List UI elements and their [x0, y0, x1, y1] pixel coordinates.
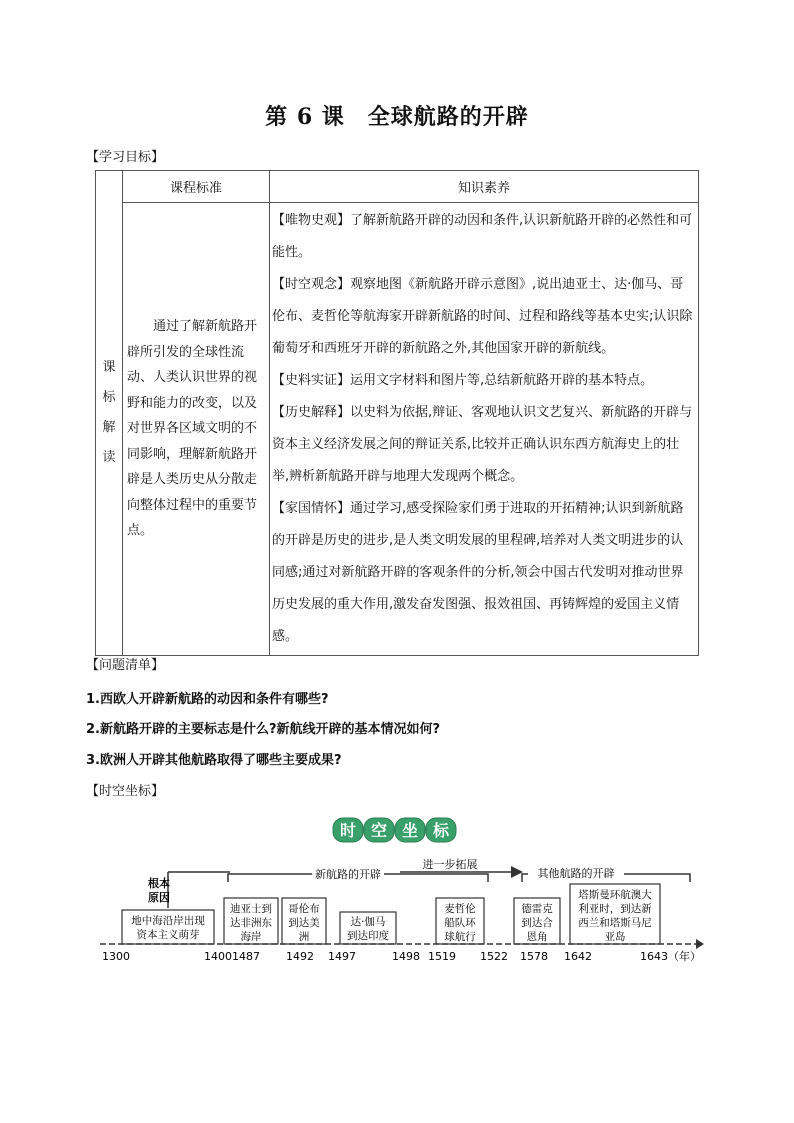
event-box: [282, 898, 326, 944]
year-label: 1498: [392, 950, 420, 963]
svg-text:船队环: 船队环: [444, 917, 476, 929]
literacy-item: 【历史解释】以史料为依据,辩证、客观地认识文艺复兴、新航路的开辟与资本主义经济发展之间的辩证关系,比较并正确认识东西方航海史上的壮举,辨析新航路开辟与地理大发现两个概念。: [272, 405, 693, 484]
page-title: 第 6 课 全球航路的开辟: [265, 104, 529, 130]
svg-text:地中海沿岸出现: 地中海沿岸出现: [131, 915, 205, 927]
svg-text:球航行: 球航行: [444, 931, 476, 943]
svg-text:亚岛: 亚岛: [604, 931, 626, 943]
event-box: [122, 910, 214, 944]
event-box: [340, 912, 396, 944]
year-label: 1492: [286, 950, 314, 963]
further-expansion-arrow: [400, 857, 520, 872]
svg-text:迪亚士到: 迪亚士到: [230, 903, 272, 915]
svg-text:西兰和塔斯马尼: 西兰和塔斯马尼: [578, 917, 652, 929]
question-item: 2.新航路开辟的主要标志是什么?新航线开辟的基本情况如何?: [86, 722, 441, 737]
svg-text:到达印度: 到达印度: [347, 930, 389, 942]
bracket-other-routes-label: 其他航路的开辟: [537, 867, 615, 880]
banner-char: 坐: [401, 821, 419, 840]
svg-text:塔斯曼环航澳大: 塔斯曼环航澳大: [578, 889, 652, 901]
literacy-item: 【家国情怀】通过学习,感受探险家们勇于进取的开拓精神;认识到新航路的开辟是历史的进步,是人类文明发展的里程碑,培养对人类文明进步的认同感;通过对新航路开辟的客观条件的分析,领会中国古代发明对推动世界历史发展的重大作用,激发奋发图强、报效祖国、再铸辉煌的爱国主义情感。: [272, 501, 684, 644]
banner-char: 时: [339, 821, 357, 840]
event-box: [436, 898, 484, 944]
learning-goals-table: [95, 170, 699, 656]
bracket-new-routes-label: 新航路的开辟: [315, 868, 381, 881]
side-label: [96, 171, 123, 656]
bracket-other-routes: [522, 865, 690, 882]
year-label: 14001487: [204, 950, 260, 963]
year-label: 1643（年）: [640, 950, 701, 963]
timeline-figure: [100, 802, 704, 968]
year-label: 1522: [480, 950, 508, 963]
side-label-char: 标: [102, 390, 116, 405]
event-box: [224, 898, 278, 944]
svg-text:哥伦布: 哥伦布: [288, 903, 320, 915]
section-heading-questions: 【问题清单】: [86, 658, 165, 673]
year-label: 1578: [520, 950, 548, 963]
further-expansion-label: 进一步拓展: [422, 858, 478, 871]
svg-text:到达美: 到达美: [288, 917, 320, 929]
svg-text:达·伽马: 达·伽马: [350, 916, 386, 928]
year-label: 1519: [428, 950, 456, 963]
svg-text:洲: 洲: [298, 931, 310, 943]
side-label-char: 解: [102, 420, 116, 435]
root-cause-connector: [148, 872, 230, 908]
year-label: 1642: [564, 950, 592, 963]
question-item: 1.西欧人开辟新航路的动因和条件有哪些?: [86, 692, 329, 707]
question-item: 3.欧洲人开辟其他航路取得了哪些主要成果?: [86, 753, 342, 768]
section-heading-timeline: 【时空坐标】: [86, 784, 165, 799]
svg-text:麦哲伦: 麦哲伦: [444, 903, 476, 915]
banner-char: 空: [370, 821, 388, 840]
literacy-cell: [270, 203, 699, 656]
year-labels: [102, 949, 701, 963]
svg-text:到达合: 到达合: [521, 917, 553, 929]
root-cause-label: 根本: [148, 877, 170, 890]
svg-text:恩角: 恩角: [526, 931, 548, 943]
column-header-literacy: 知识素养: [270, 171, 699, 203]
literacy-item: 【时空观念】观察地图《新航路开辟示意图》,说出迪亚士、达·伽马、哥伦布、麦哲伦等航海家开辟新航路的时间、过程和路线等基本史实;认识除葡萄牙和西班牙开辟的新航路之外,其他国家开辟的新航线。: [272, 277, 693, 356]
svg-text:达非洲东: 达非洲东: [230, 917, 272, 929]
side-label-char: 读: [102, 450, 116, 465]
timeline-banner: [333, 818, 456, 842]
root-cause-label: 原因: [148, 891, 170, 904]
literacy-item: 【唯物史观】了解新航路开辟的动因和条件,认识新航路开辟的必然性和可能性。: [272, 213, 693, 260]
svg-text:利亚时，到达新: 利亚时，到达新: [578, 903, 652, 915]
side-label-char: 课: [102, 360, 116, 375]
svg-text:德雷克: 德雷克: [521, 903, 553, 915]
literacy-item: 【史料实证】运用文字材料和图片等,总结新航路开辟的基本特点。: [272, 373, 654, 388]
column-header-standard: 课程标准: [123, 171, 270, 203]
svg-text:海岸: 海岸: [240, 931, 262, 943]
standard-cell: [123, 203, 270, 656]
section-heading-goals: 【学习目标】: [86, 150, 165, 165]
year-label: 1497: [328, 950, 356, 963]
event-box: [570, 884, 660, 944]
svg-text:资本主义萌芽: 资本主义萌芽: [136, 929, 200, 941]
standard-text: 通过了解新航路开辟所引发的全球性流动、人类认识世界的视野和能力的改变，以及对世界各区域文明的不同影响，理解新航路开辟是人类历史从分散走向整体过程中的重要节点。: [127, 319, 258, 539]
event-box: [514, 898, 560, 944]
banner-char: 标: [432, 821, 450, 840]
year-label: 1300: [102, 950, 130, 963]
